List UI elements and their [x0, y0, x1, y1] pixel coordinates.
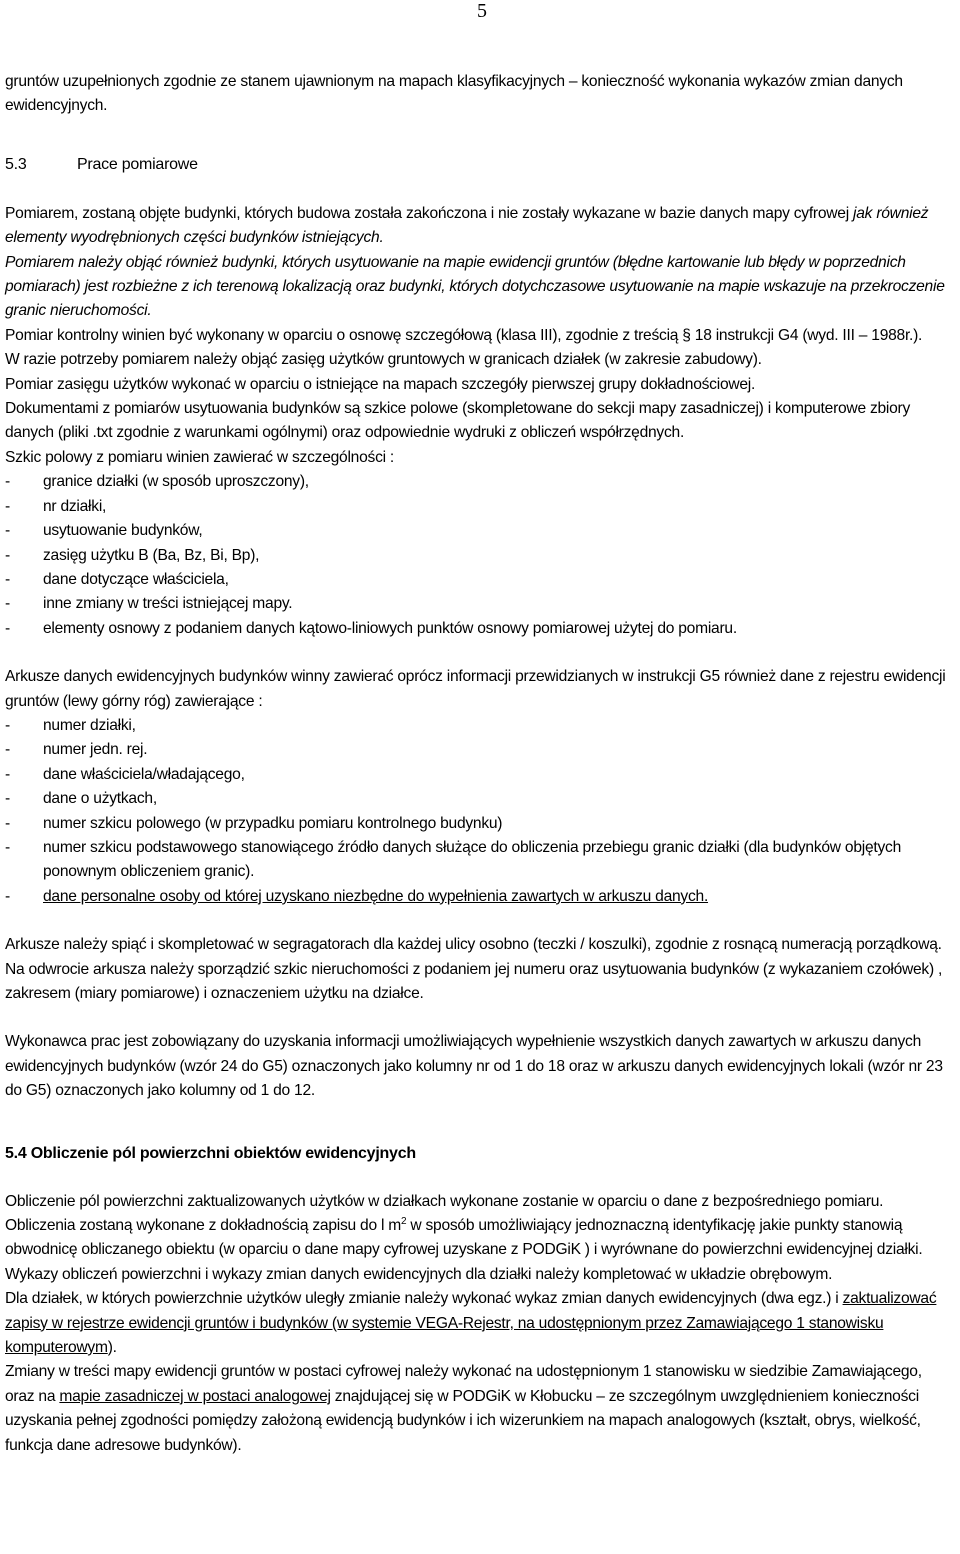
list-item: - dane właściciela/władającego, [5, 763, 955, 787]
list-item: - dane o użytkach, [5, 787, 955, 811]
paragraph: Wykonawca prac jest zobowiązany do uzyskania informacji umożliwiających wypełnienie wszystkich danych zawartych w arkuszu danych ewidencyjnych budynków (wzór 24 do G5) oznaczonych jako kolumny nr od 1 do 18 oraz w arkuszu danych ewidencyjnych lokali (wzór nr 23 do G5) oznaczonych jako kolumny od 1 do 12. [5, 1033, 943, 1100]
paragraph: Wykazy obliczeń powierzchni i wykazy zmian danych ewidencyjnych dla działki należy kompletować w układzie obrębowym. [5, 1265, 833, 1283]
paragraph: Szkic polowy z pomiaru winien zawierać w szczególności : [5, 448, 394, 466]
building-sheet-list [5, 714, 955, 909]
paragraph: Pomiar zasięgu użytków wykonać w oparciu o istniejące na mapach szczegóły pierwszej grupy dokładnościowej. [5, 375, 756, 393]
list-item: - zasięg użytku B (Ba, Bz, Bi, Bp), [5, 544, 955, 568]
paragraph: Pomiar kontrolny winien być wykonany w oparciu o osnowę szczegółową (klasa III), zgodnie z treścią § 18 instrukcji G4 (wyd. III – 1988r.). [5, 326, 923, 344]
list-item: - numer szkicu podstawowego stanowiącego źródło danych służące do obliczenia przebiegu granic działki (dla budynków objętych ponownym obliczeniem granic). [5, 836, 955, 885]
paragraph: Na odwrocie arkusza należy sporządzić szkic nieruchomości z podaniem jej numeru oraz usytuowania budynków (z wykazaniem czołówek) , zakresem (miary pomiarowe) i oznaczeniem użytku na działce. [5, 960, 943, 1002]
section-5-4-heading [5, 1142, 955, 1166]
sketch-contents-list [5, 470, 955, 641]
list-item: - usytuowanie budynków, [5, 519, 955, 543]
list-item: - numer jedn. rej. [5, 738, 955, 762]
paragraph: Dokumentami z pomiarów usytuowania budynków są szkice polowe (skompletowane do sekcji mapy zasadniczej) i komputerowe zbiory danych (pliki .txt zgodnie z warunkami ogólnymi) oraz odpowiednie wydruki z obliczeń współrzędnych. [5, 400, 911, 442]
paragraph: Arkusze danych ewidencyjnych budynków winny zawierać oprócz informacji przewidzianych w instrukcji G5 również dane z rejestru ewidencji gruntów (lewy górny róg) zawierające : [5, 668, 946, 710]
section-5-3-heading [5, 153, 955, 177]
list-item: - numer działki, [5, 714, 955, 738]
document-body [5, 70, 955, 1458]
section-title: Prace pomiarowe [77, 155, 198, 173]
paragraph: Zmiany w treści mapy ewidencji gruntów w postaci cyfrowej należy wykonać na udostępnionym 1 stanowisku w siedzibie Zamawiającego, oraz na mapie zasadniczej w postaci analogowej znajdującej się w PODGiK w Kłobucku – ze szczególnym uwzględnieniem konieczności uzyskania pełnej zgodności pomiędzy założoną ewidencją budynków i ich wizerunkiem na mapach analogowych (kształt, obrys, wielkość, funkcja dane adresowe budynków). [5, 1363, 922, 1454]
list-item: - numer szkicu polowego (w przypadku pomiaru kontrolnego budynku) [5, 812, 955, 836]
paragraph: Pomiarem, zostaną objęte budynki, których budowa została zakończona i nie zostały wykazane w bazie danych mapy cyfrowej jak również elementy wyodrębnionych części budynków istniejących. [5, 204, 929, 247]
section-title: Obliczenie pól powierzchni obiektów ewidencyjnych [30, 1144, 416, 1162]
section-number: 5.3 [5, 155, 27, 173]
page-number: 5 [477, 0, 487, 22]
list-item: - elementy osnowy z podaniem danych kątowo-liniowych punktów osnowy pomiarowej użytej do pomiaru. [5, 617, 955, 641]
section-number: 5.4 [5, 1144, 27, 1162]
list-item: - dane personalne osoby od której uzyskano niezbędne do wypełnienia zawartych w arkuszu danych. [5, 885, 955, 909]
paragraph: Obliczenie pól powierzchni zaktualizowanych użytków w działkach wykonane zostanie w oparciu o dane z bezpośredniego pomiaru. Obliczenia zostaną wykonane z dokładnością zapisu do l $m^2$ w sposób umożliwiający jednoznaczną identyfikację jakie punkty stanowią obwodnicę obliczanego obiektu (w oparciu o dane mapy cyfrowej uzyskane z PODGiK ) i wyrównane do powierzchni ewidencyjnej działki. [5, 1192, 923, 1259]
list-item: - dane dotyczące właściciela, [5, 568, 955, 592]
paragraph: Arkusze należy spiąć i skompletować w segragatorach dla każdej ulicy osobno (teczki / koszulki), zgodnie z rosnącą numeracją porządkową. [5, 936, 942, 954]
paragraph: Dla działek, w których powierzchnie użytków uległy zmianie należy wykonać wykaz zmian danych ewidencyjnych (dwa egz.) i zaktualizować zapisy w rejestrze ewidencji gruntów i budynków (w systemie VEGA-Rejestr, na udostępnionym przez Zamawiającego 1 stanowisku komputerowym). [5, 1290, 937, 1357]
paragraph: Pomiarem należy objąć również budynki, których usytuowanie na mapie ewidencji gruntów (błędne kartowanie lub błędy w poprzednich pomiarach) jest rozbieżne z ich terenową lokalizacją oraz budynki, których dotychczasowe usytuowanie na mapie wskazuje na przekroczenie granic nieruchomości. [5, 253, 945, 320]
list-item: - inne zmiany w treści istniejącej mapy. [5, 592, 955, 616]
list-item: - nr działki, [5, 495, 955, 519]
intro-paragraph: gruntów uzupełnionych zgodnie ze stanem ujawnionym na mapach klasyfikacyjnych – konieczność wykonania wykazów zmian danych ewidencyjnych. [5, 73, 903, 115]
paragraph: W razie potrzeby pomiarem należy objąć zasięg użytków gruntowych w granicach działek (w zakresie zabudowy). [5, 351, 762, 369]
list-item: - granice działki (w sposób uproszczony), [5, 470, 955, 494]
